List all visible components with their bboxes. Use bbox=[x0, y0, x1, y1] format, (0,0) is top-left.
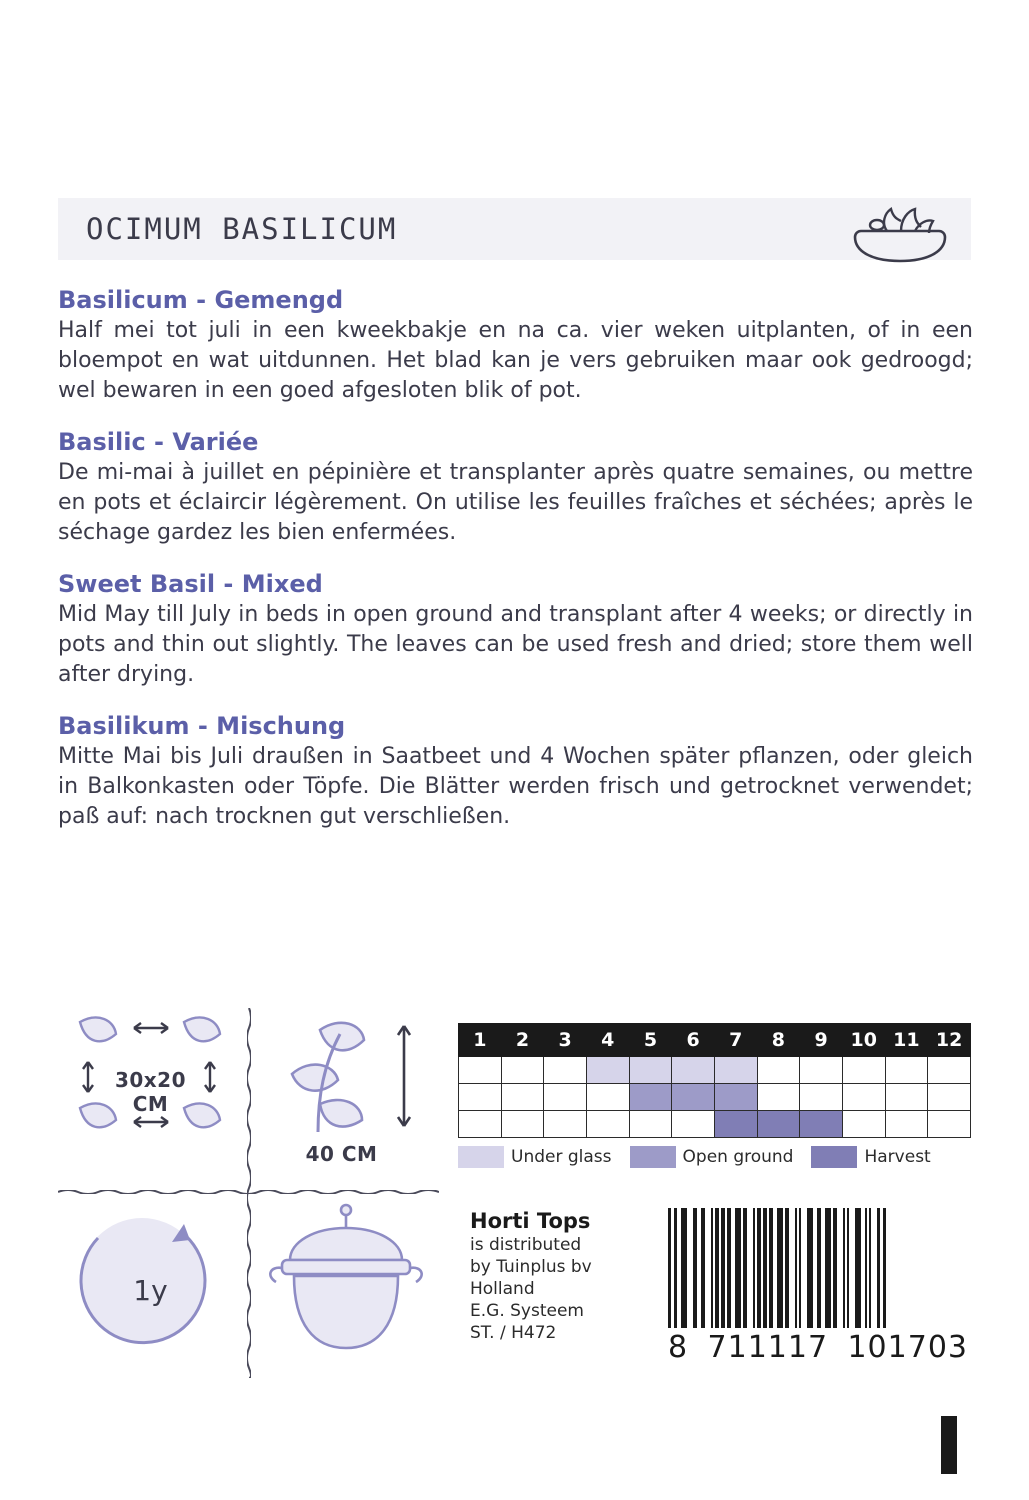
cell bbox=[800, 1084, 843, 1111]
cell bbox=[586, 1084, 629, 1111]
table-row bbox=[459, 1111, 971, 1138]
calendar-body bbox=[459, 1057, 971, 1138]
month-5: 5 bbox=[629, 1024, 672, 1057]
brand-name: Horti Tops bbox=[470, 1209, 591, 1233]
pictogram-cooking bbox=[254, 1198, 439, 1380]
cell bbox=[544, 1057, 587, 1084]
barcode-digits bbox=[668, 1330, 968, 1365]
block-nl bbox=[58, 286, 973, 406]
cell bbox=[928, 1084, 971, 1111]
cell bbox=[714, 1057, 757, 1084]
calendar-header-row bbox=[459, 1024, 971, 1057]
pictogram-height bbox=[254, 1000, 439, 1188]
cell bbox=[629, 1111, 672, 1138]
month-11: 11 bbox=[885, 1024, 928, 1057]
cell bbox=[459, 1084, 502, 1111]
page-title: OCIMUM BASILICUM bbox=[86, 212, 398, 246]
pictogram-lifecycle bbox=[58, 1198, 243, 1380]
pictogram-spacing bbox=[58, 1000, 243, 1188]
month-8: 8 bbox=[757, 1024, 800, 1057]
block-fr bbox=[58, 428, 973, 548]
legend-label-harvest: Harvest bbox=[864, 1147, 931, 1167]
block-nl-heading: Basilicum - Gemengd bbox=[58, 286, 344, 314]
cell bbox=[586, 1057, 629, 1084]
cell bbox=[501, 1111, 544, 1138]
distributor-line-3: Holland bbox=[470, 1279, 535, 1299]
header-bar bbox=[58, 198, 971, 260]
distributor-line-2: by Tuinplus bv bbox=[470, 1257, 592, 1277]
barcode-digits-right: 101703 bbox=[847, 1330, 968, 1365]
month-4: 4 bbox=[586, 1024, 629, 1057]
barcode bbox=[668, 1208, 968, 1365]
cell bbox=[800, 1057, 843, 1084]
cell bbox=[885, 1057, 928, 1084]
height-label: 40 CM bbox=[305, 1142, 378, 1166]
cell bbox=[672, 1111, 715, 1138]
distributor-info bbox=[470, 1210, 650, 1344]
legend-label-under-glass: Under glass bbox=[511, 1147, 612, 1167]
distributor-line-4: E.G. Systeem bbox=[470, 1301, 584, 1321]
cell bbox=[714, 1084, 757, 1111]
cell bbox=[629, 1057, 672, 1084]
cell bbox=[629, 1084, 672, 1111]
sowing-calendar bbox=[458, 1023, 971, 1168]
cell bbox=[586, 1111, 629, 1138]
legend-open-ground bbox=[630, 1146, 794, 1168]
block-en-body: Mid May till July in beds in open ground and transplant after 4 weeks; or directly in pots and thin out slightly. The leaves can be used fresh and dried; store them well after drying. bbox=[58, 602, 973, 687]
legend-swatch-harvest bbox=[811, 1146, 857, 1168]
spacing-value: 30x20 bbox=[114, 1068, 187, 1092]
barcode-digits-left: 711117 bbox=[707, 1330, 829, 1365]
cell bbox=[544, 1111, 587, 1138]
print-corner-mark bbox=[941, 1416, 957, 1474]
legend-under-glass bbox=[458, 1146, 612, 1168]
month-10: 10 bbox=[842, 1024, 885, 1057]
cell bbox=[672, 1057, 715, 1084]
legend-swatch-open-ground bbox=[630, 1146, 676, 1168]
block-en-heading: Sweet Basil - Mixed bbox=[58, 570, 323, 598]
cell bbox=[714, 1111, 757, 1138]
cell bbox=[800, 1111, 843, 1138]
barcode-digit-lead: 8 bbox=[668, 1330, 689, 1365]
cell bbox=[885, 1111, 928, 1138]
cell bbox=[459, 1111, 502, 1138]
spacing-unit: CM bbox=[132, 1092, 169, 1116]
divider-horizontal bbox=[58, 1190, 439, 1193]
block-de-heading: Basilikum - Mischung bbox=[58, 712, 346, 740]
cell bbox=[842, 1084, 885, 1111]
cell bbox=[501, 1057, 544, 1084]
cell bbox=[928, 1111, 971, 1138]
cell bbox=[672, 1084, 715, 1111]
lifecycle-label: 1y bbox=[133, 1274, 168, 1307]
cell bbox=[842, 1057, 885, 1084]
block-de-body: Mitte Mai bis Juli draußen in Saatbeet und 4 Wochen später pflanzen, oder gleich in Balkonkasten oder Töpfe. Die Blätter werden frisch und getrocknet verwendet; paß auf: nach trocknen gut verschließen. bbox=[58, 744, 973, 829]
block-nl-body: Half mei tot juli in een kweekbakje en na ca. vier weken uitplanten, of in een bloempot en wat uitdunnen. Het blad kan je vers gebruiken maar ook gedroogd; wel bewaren in een goed afgesloten blik of pot. bbox=[58, 318, 973, 403]
calendar-table bbox=[458, 1023, 971, 1138]
month-1: 1 bbox=[459, 1024, 502, 1057]
cell bbox=[501, 1084, 544, 1111]
table-row bbox=[459, 1084, 971, 1111]
month-6: 6 bbox=[672, 1024, 715, 1057]
cell bbox=[757, 1084, 800, 1111]
block-en bbox=[58, 570, 973, 690]
month-9: 9 bbox=[800, 1024, 843, 1057]
calendar-legend bbox=[458, 1146, 971, 1168]
legend-harvest bbox=[811, 1146, 930, 1168]
month-2: 2 bbox=[501, 1024, 544, 1057]
cell bbox=[885, 1084, 928, 1111]
cell bbox=[544, 1084, 587, 1111]
distributor-line-1: is distributed bbox=[470, 1235, 582, 1255]
description-blocks bbox=[58, 286, 973, 854]
cell bbox=[757, 1057, 800, 1084]
salad-bowl-icon bbox=[843, 193, 953, 265]
cooking-pot-icon bbox=[254, 1198, 439, 1368]
block-de bbox=[58, 712, 973, 832]
month-7: 7 bbox=[714, 1024, 757, 1057]
cell bbox=[757, 1111, 800, 1138]
cell bbox=[842, 1111, 885, 1138]
month-12: 12 bbox=[928, 1024, 971, 1057]
block-fr-body: De mi-mai à juillet en pépinière et transplanter après quatre semaines, ou mettre en pots et éclaircir légèrement. On utilise les feuilles fraîches et séchées; après le séchage gardez les bien enfermées. bbox=[58, 460, 973, 545]
pictogram-grid bbox=[58, 1000, 438, 1380]
distributor-line-5: ST. / H472 bbox=[470, 1323, 557, 1343]
legend-label-open-ground: Open ground bbox=[682, 1147, 794, 1167]
table-row bbox=[459, 1057, 971, 1084]
month-3: 3 bbox=[544, 1024, 587, 1057]
legend-swatch-under-glass bbox=[458, 1146, 504, 1168]
barcode-bars bbox=[668, 1208, 968, 1328]
block-fr-heading: Basilic - Variée bbox=[58, 428, 259, 456]
spacing-label bbox=[58, 1068, 243, 1116]
cell bbox=[459, 1057, 502, 1084]
cell bbox=[928, 1057, 971, 1084]
